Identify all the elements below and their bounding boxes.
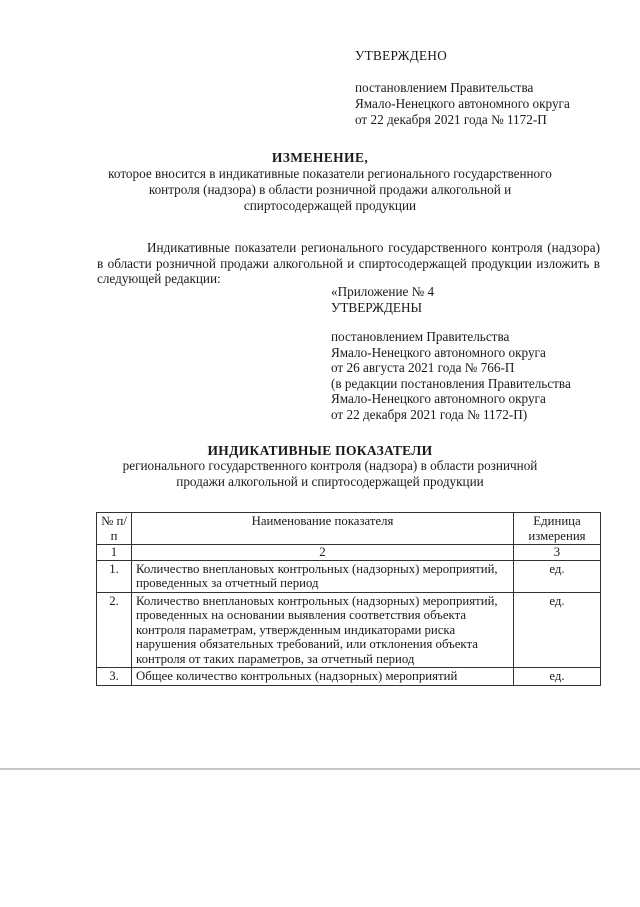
table-header-row bbox=[97, 513, 601, 545]
change-title: ИЗМЕНЕНИЕ, bbox=[271, 150, 369, 165]
index-cell: 3 bbox=[514, 545, 601, 561]
row-unit: ед. bbox=[514, 560, 601, 592]
row-num: 3. bbox=[97, 668, 132, 686]
intro-paragraph: Индикативные показатели регионального государственного контроля (надзора) в области розничной продажи алкогольной и спиртосодержащей продукции изложить в следующей редакции: bbox=[97, 240, 600, 286]
row-name: Количество внеплановых контрольных (надзорных) мероприятий, проведенных на основании выявления соответствия объекта контроля параметрам, утвержденным индикаторами риска нарушения обязательных требований, или отклонения объекта контроля от таких параметров, за отчетный период bbox=[132, 592, 514, 668]
header-name: Наименование показателя bbox=[132, 513, 514, 545]
appendix-line: (в редакции постановления Правительства bbox=[331, 375, 571, 391]
appendix-header bbox=[331, 284, 571, 422]
indicators-subtitle-line: продажи алкогольной и спиртосодержащей продукции bbox=[176, 474, 484, 489]
indicators-table bbox=[96, 512, 601, 686]
table-row bbox=[97, 668, 601, 686]
header-unit: Единица измерения bbox=[514, 513, 601, 545]
indicators-subtitle bbox=[80, 458, 580, 490]
page-bottom-area bbox=[0, 768, 640, 907]
row-unit: ед. bbox=[514, 592, 601, 668]
table-index-row bbox=[97, 545, 601, 561]
approval-line: от 22 декабря 2021 года № 1172-П bbox=[355, 112, 547, 127]
indicators-title: ИНДИКАТИВНЫЕ ПОКАЗАТЕЛИ bbox=[207, 443, 433, 458]
appendix-line: от 22 декабря 2021 года № 1172-П) bbox=[331, 406, 528, 422]
change-subtitle-line: которое вносится в индикативные показатели регионального государственного bbox=[108, 166, 552, 181]
appendix-line: Ямало-Ненецкого автономного округа bbox=[331, 391, 546, 406]
indicators-subtitle-line: регионального государственного контроля (надзора) в области розничной bbox=[122, 458, 538, 473]
index-cell: 1 bbox=[97, 545, 132, 561]
row-num: 1. bbox=[97, 560, 132, 592]
row-name: Количество внеплановых контрольных (надзорных) мероприятий, проведенных за отчетный период bbox=[132, 560, 514, 592]
approved-label: УТВЕРЖДЕНО bbox=[355, 48, 448, 63]
change-subtitle-line: контроля (надзора) в области розничной продажи алкогольной и bbox=[148, 182, 512, 197]
appendix-line: от 26 августа 2021 года № 766-П bbox=[331, 360, 515, 375]
appendix-line: Ямало-Ненецкого автономного округа bbox=[331, 344, 546, 360]
row-name: Общее количество контрольных (надзорных) мероприятий bbox=[132, 668, 514, 686]
appendix-label: «Приложение № 4 bbox=[331, 284, 435, 299]
change-subtitle-line: спиртосодержащей продукции bbox=[243, 198, 417, 213]
row-num: 2. bbox=[97, 592, 132, 668]
table-row bbox=[97, 592, 601, 668]
header-num: № п/п bbox=[97, 513, 132, 545]
row-unit: ед. bbox=[514, 668, 601, 686]
approval-line: постановлением Правительства bbox=[355, 80, 534, 95]
index-cell: 2 bbox=[132, 545, 514, 561]
approval-line: Ямало-Ненецкого автономного округа bbox=[355, 96, 570, 111]
change-subtitle bbox=[60, 166, 600, 214]
appendix-line: постановлением Правительства bbox=[331, 329, 510, 344]
approval-header bbox=[355, 48, 570, 128]
appendix-approved-label: УТВЕРЖДЕНЫ bbox=[331, 299, 423, 315]
table-row bbox=[97, 560, 601, 592]
